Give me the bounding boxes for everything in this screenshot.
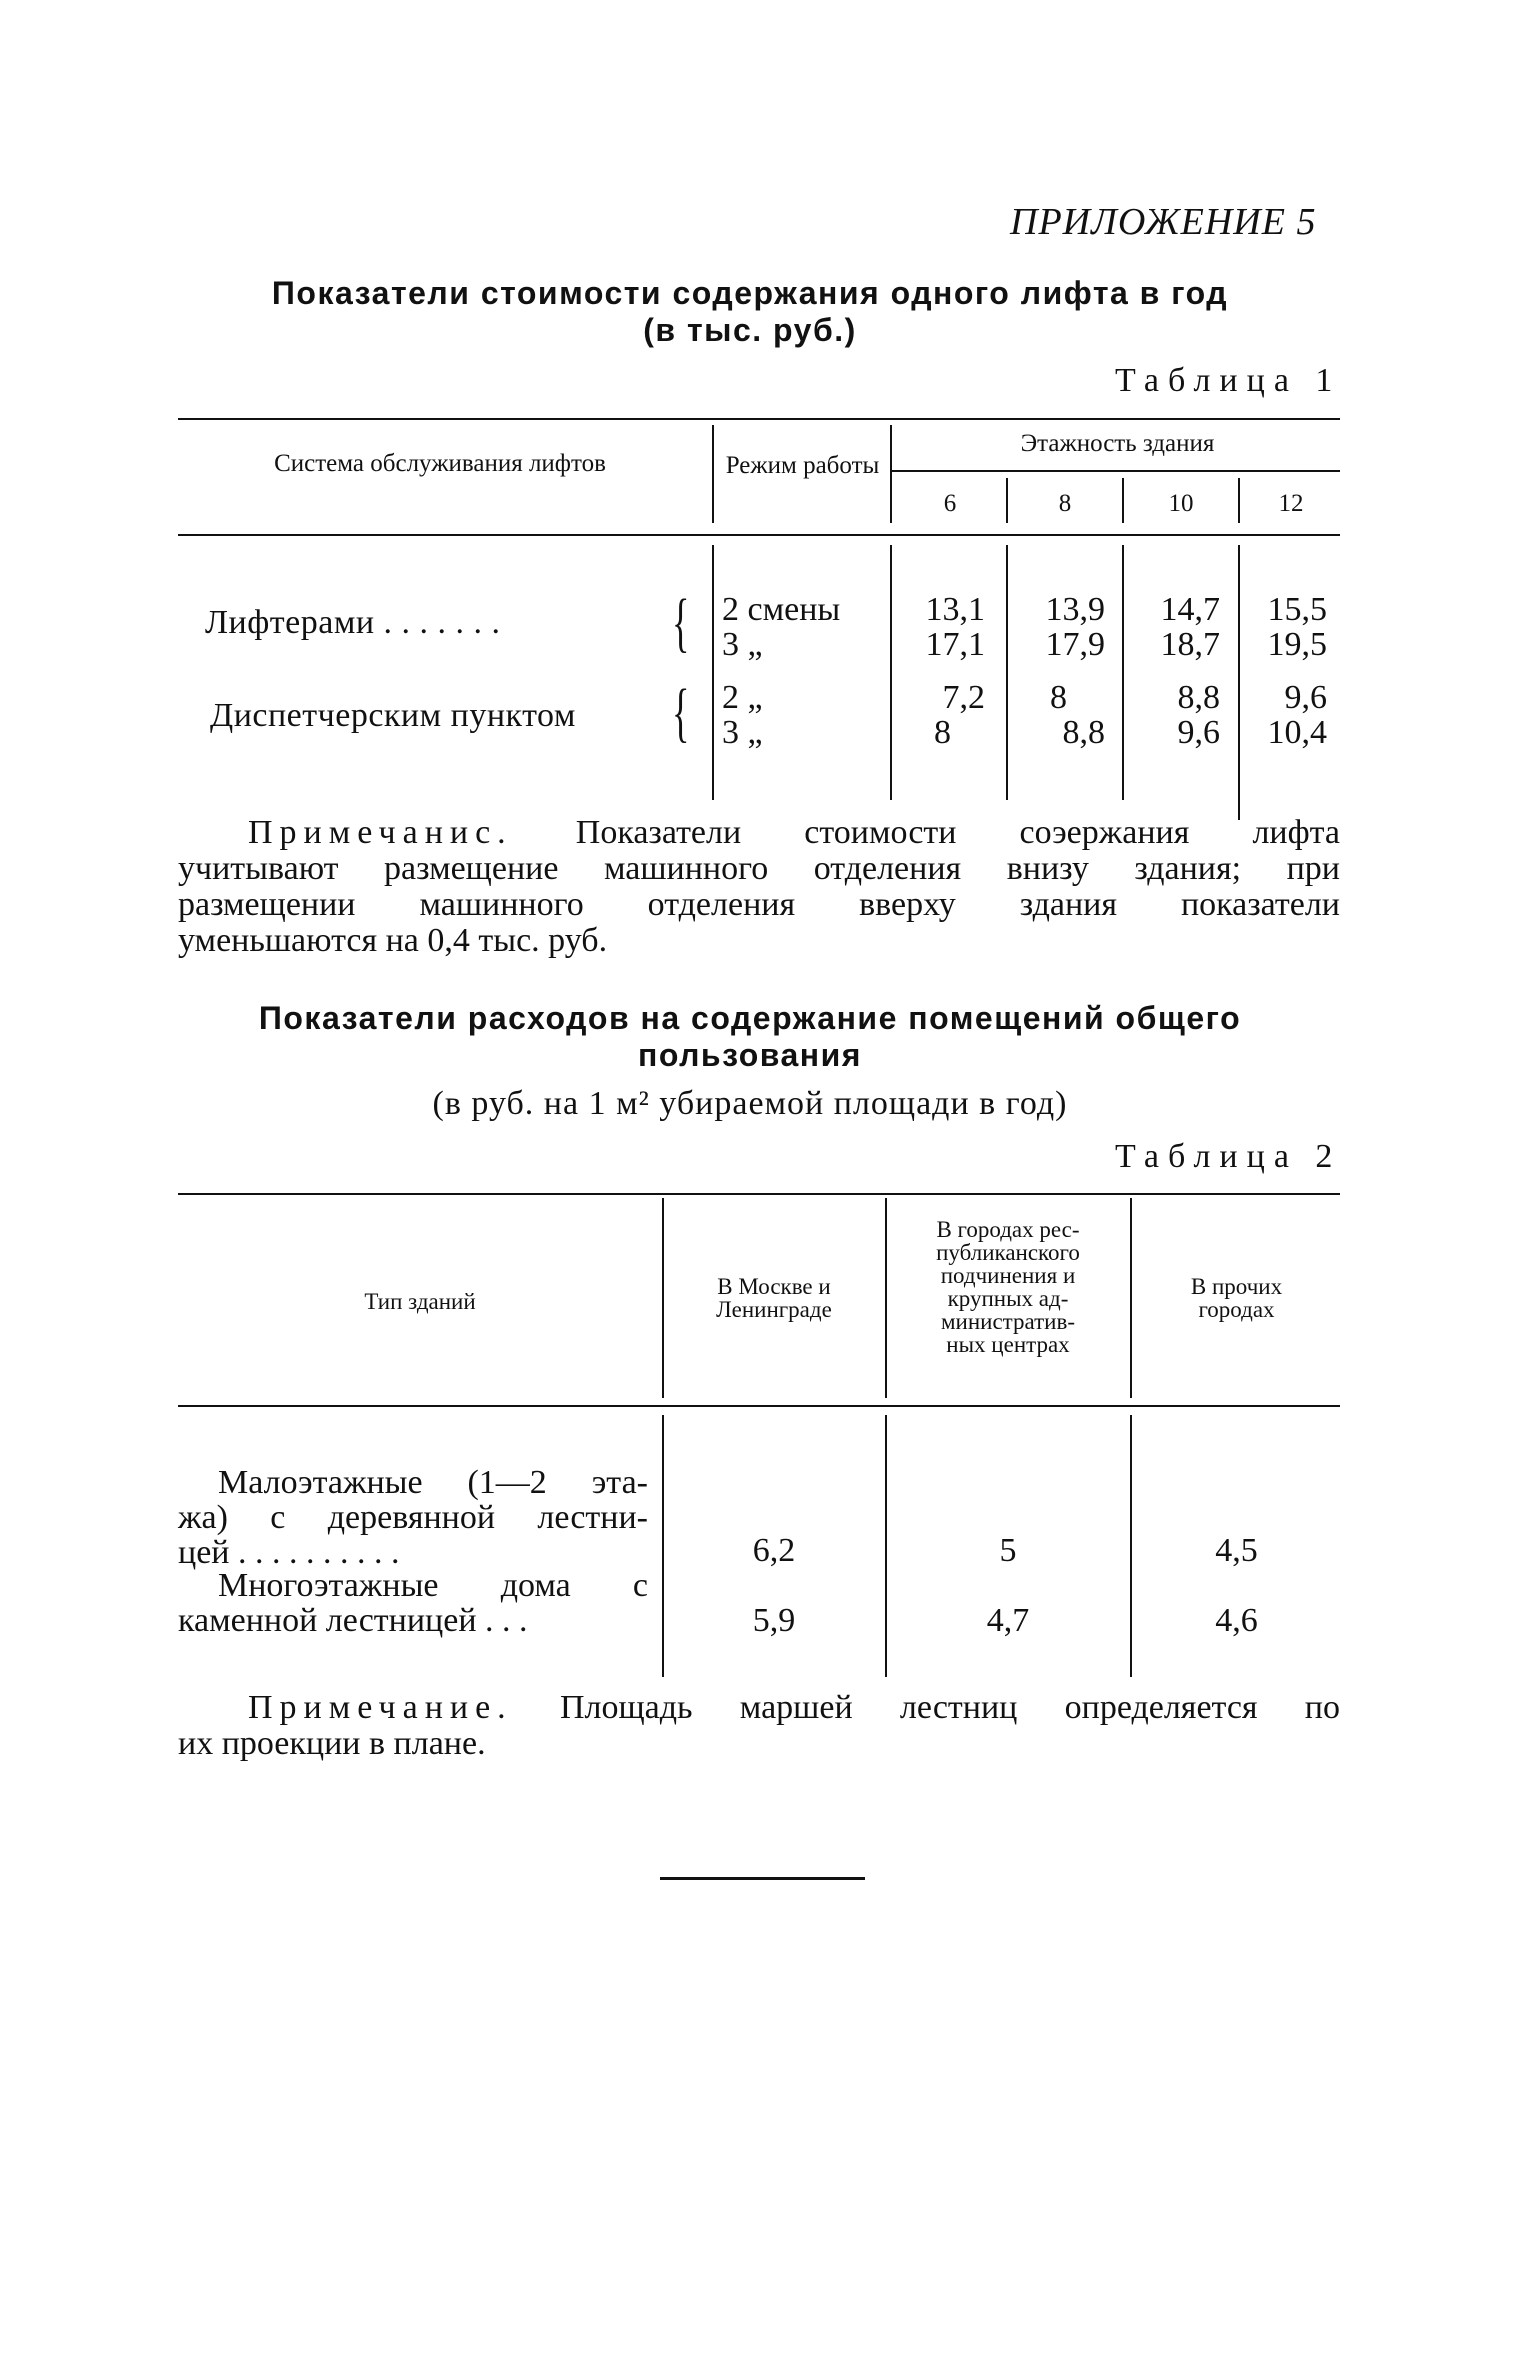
table2-header-type: Тип зданий: [364, 1289, 476, 1314]
table2-row2-type: [178, 1568, 648, 1638]
table2-note-line2: их проекции в плане.: [178, 1725, 486, 1762]
table2-header-republic: [888, 1218, 1128, 1356]
table1-r2b-v6: 8: [934, 714, 951, 751]
table2-vline-2: [885, 1198, 887, 1398]
table1-row1-system: Лифтерами . . . . . . .: [205, 604, 501, 641]
table2-label: Таблица 2: [1115, 1138, 1342, 1175]
table2-header-other-l2: городах: [1198, 1297, 1275, 1322]
table1-r2b-v12: 10,4: [1267, 714, 1327, 751]
table2-header-moscow: [665, 1275, 883, 1321]
table1-floor-8: 8: [1058, 490, 1072, 517]
table1-note-line1: Показатели стоимости соэержания лифта: [575, 814, 1341, 851]
table2-note-line1: Площадь маршей лестниц определяется по: [559, 1689, 1341, 1726]
table2-header-republic-l5: министратив-: [940, 1309, 1075, 1334]
table2-row1-type-l3: цей . . . . . . . . . .: [178, 1534, 400, 1571]
table2-body-vline-1: [662, 1415, 664, 1677]
table2-header-republic-l3: подчинения и: [940, 1263, 1076, 1288]
table2-header-rule: [178, 1405, 1340, 1407]
table1-body-vline-4: [1122, 545, 1124, 800]
table2-title-line1: Показатели расходов на содержание помещений общего: [258, 1000, 1242, 1036]
table2-title-line2: пользования: [638, 1037, 862, 1073]
table1-r2a-v6: 7,2: [942, 679, 985, 716]
table1-r1b-v8: 17,9: [1045, 626, 1105, 663]
table2-header-other-l1: В прочих: [1190, 1274, 1283, 1299]
table1-body-vline-1: [712, 545, 714, 800]
table1-r2a-v12: 9,6: [1284, 679, 1327, 716]
table1-header-system: Система обслуживания лифтов: [274, 450, 606, 477]
table1-note-label: Примечанис.: [248, 814, 513, 851]
table1-r1b-v10: 18,7: [1160, 626, 1220, 663]
table1-r1a-v10: 14,7: [1160, 591, 1220, 628]
table2-note-label: Примечание.: [248, 1689, 513, 1726]
table1-note-line3: размещении машинного отделения вверху здания показатели: [178, 886, 1340, 923]
table2-vline-1: [662, 1198, 664, 1398]
table1-header-mode: Режим работы: [725, 452, 880, 479]
table2-row1-type: [178, 1465, 648, 1570]
table1-vline-1: [712, 425, 714, 523]
table1-row2-mode1: 2 „: [722, 679, 763, 716]
table2-header-republic-l6: ных центрах: [946, 1332, 1070, 1357]
table2-header-moscow-l1: В Москве и: [717, 1274, 831, 1299]
table1-top-rule: [178, 418, 1340, 420]
table1-r2b-v10: 9,6: [1177, 714, 1220, 751]
table1-note: [178, 815, 1340, 959]
table2-row2-type-l2: каменной лестницей . . .: [178, 1602, 528, 1639]
table2-header-moscow-l2: Ленинграде: [716, 1297, 832, 1322]
table1-r1a-v8: 13,9: [1045, 591, 1105, 628]
table2-top-rule: [178, 1193, 1340, 1195]
brace-icon: {: [672, 676, 690, 749]
table2-row1-type-l1: Малоэтажные (1—2 эта-: [218, 1464, 648, 1501]
table2-header-republic-l4: крупных ад-: [947, 1286, 1069, 1311]
table1-header-floors: Этажность здания: [1020, 430, 1215, 457]
table2-body-vline-3: [1130, 1415, 1132, 1677]
table1-r1a-v6: 13,1: [925, 591, 985, 628]
table2-row1-type-l2: жа) с деревянной лестни-: [178, 1499, 648, 1536]
table1-r1b-v12: 19,5: [1267, 626, 1327, 663]
table1-body-vline-5: [1238, 545, 1240, 820]
table1-note-line4: уменьшаются на 0,4 тыс. руб.: [178, 922, 608, 959]
table1-row1-mode1: 2 смены: [722, 591, 841, 628]
table1-label: Таблица 1: [1115, 362, 1342, 399]
table1-vline-2: [890, 425, 892, 523]
table1-body-vline-3: [1006, 545, 1008, 800]
table1-r1b-v6: 17,1: [925, 626, 985, 663]
table1-r2b-v8: 8,8: [1062, 714, 1105, 751]
table1-r1a-v12: 15,5: [1267, 591, 1327, 628]
table2-vline-3: [1130, 1198, 1132, 1398]
table1-vline-5: [1238, 478, 1240, 523]
table2-row2-type-l1: Многоэтажные дома с: [218, 1567, 648, 1604]
table1-floor-6: 6: [943, 490, 957, 517]
table1-r2a-v10: 8,8: [1177, 679, 1220, 716]
table1-vline-4: [1122, 478, 1124, 523]
brace-icon: {: [672, 586, 690, 659]
table1-note-line2: учитывают размещение машинного отделения внизу здания; при: [178, 850, 1340, 887]
table1-floors-rule: [890, 470, 1340, 472]
table2-subtitle: (в руб. на 1 м² убираемой площади в год): [432, 1085, 1068, 1122]
table2-body-vline-2: [885, 1415, 887, 1677]
table1-floor-12: 12: [1278, 490, 1304, 517]
table1-floor-10: 10: [1168, 490, 1194, 517]
bottom-divider: [660, 1877, 865, 1880]
table1-r2a-v8: 8: [1050, 679, 1067, 716]
table2-row2-moscow: 5,9: [752, 1602, 796, 1639]
table1-row2-system: Диспетчерским пунктом: [210, 697, 576, 734]
appendix-title: ПРИЛОЖЕНИЕ 5: [1010, 201, 1317, 243]
table2-header-republic-l1: В городах рес-: [936, 1217, 1080, 1242]
table1-title-line1: Показатели стоимости содержания одного лифта в год: [271, 275, 1229, 311]
table2-row1-moscow: 6,2: [752, 1532, 796, 1569]
table2-row2-republic: 4,7: [986, 1602, 1030, 1639]
table2-header-other: [1133, 1275, 1340, 1321]
table1-body-vline-2: [890, 545, 892, 800]
table2-row1-other: 4,5: [1215, 1532, 1258, 1569]
table2-row2-other: 4,6: [1215, 1602, 1258, 1639]
table1-vline-3: [1006, 478, 1008, 523]
table1-row1-mode2: 3 „: [722, 626, 763, 663]
table1-header-rule: [178, 534, 1340, 536]
table2-header-republic-l2: публиканского: [936, 1240, 1080, 1265]
table1-title-line2: (в тыс. руб.): [643, 312, 857, 348]
table2-row1-republic: 5: [999, 1532, 1017, 1569]
table1-row2-mode2: 3 „: [722, 714, 763, 751]
table2-note: [178, 1690, 1340, 1762]
